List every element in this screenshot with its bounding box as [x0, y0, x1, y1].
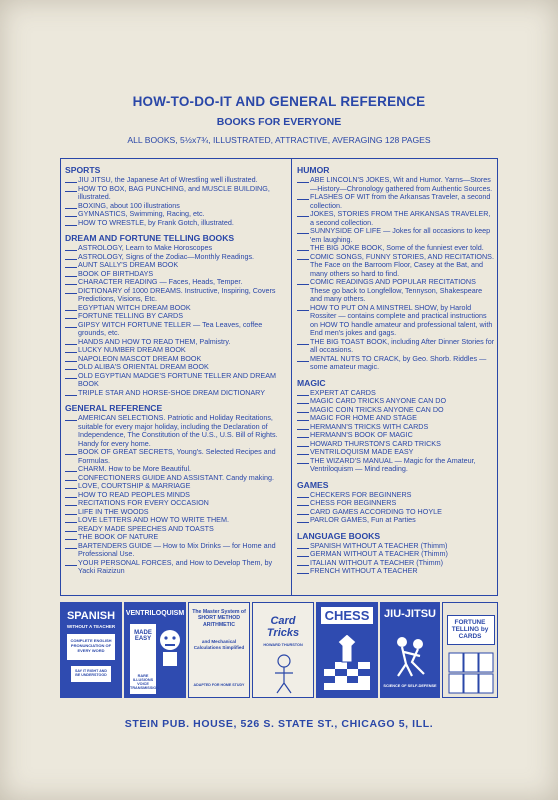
order-blank-line — [65, 533, 77, 540]
list-item — [65, 185, 287, 202]
section-heading: SPORTS — [65, 165, 101, 175]
book-title-text: THE BIG TOAST BOOK, including After Dinner Stories for all occasions. — [310, 336, 495, 354]
book-title-text: LOVE, COURTSHIP & MARRIAGE — [78, 481, 191, 490]
order-blank-line — [297, 423, 309, 430]
book-title-text: SPANISH WITHOUT A TEACHER (Thimm) — [310, 540, 448, 550]
list-item — [297, 567, 495, 576]
cards-author: HOWARD THURSTON — [263, 643, 303, 647]
book-covers-row — [60, 602, 498, 698]
book-title-text: HOWARD THURSTON'S CARD TRICKS — [310, 438, 441, 448]
section-heading: MAGIC — [297, 377, 326, 388]
spanish-title: SPANISH — [66, 610, 116, 622]
book-title-text: GYMNASTICS, Swimming, Racing, etc. — [78, 209, 205, 218]
order-blank-line — [65, 525, 77, 532]
book-title-text: OLD EGYPTIAN MADGE'S FORTUNE TELLER AND DREAM BOOK — [78, 370, 277, 388]
order-blank-line — [65, 304, 77, 311]
book-title-text: MAGIC COIN TRICKS ANYONE CAN DO — [310, 404, 444, 414]
list-item — [65, 389, 287, 398]
order-blank-line — [65, 261, 77, 268]
order-blank-line — [297, 406, 309, 413]
book-title-text: COMIC SONGS, FUNNY STORIES, AND RECITATIONS. The Face on the Barroom Floor, Casey at the Bat, and many others so hard to find. — [310, 251, 494, 278]
book-list-panel — [60, 158, 498, 596]
book-title-text: LIFE IN THE WOODS — [78, 506, 149, 516]
order-blank-line — [65, 287, 77, 294]
column-divider — [291, 159, 292, 595]
book-title-text: CHARM. How to be More Beautiful. — [78, 464, 192, 473]
chess-title: CHESS — [321, 607, 374, 624]
list-item — [65, 559, 287, 576]
order-blank-line — [65, 278, 77, 285]
fortune-title: FORTUNE TELLING by CARDS — [451, 619, 489, 641]
book-title-text: HOW TO PUT ON A MINSTREL SHOW, by Harold Rossiter — contains complete and practical instructions on HOW TO handle amateur and professional talent, with End men's jokes and gags. — [310, 302, 493, 337]
order-blank-line — [65, 185, 77, 192]
order-blank-line — [297, 193, 309, 200]
book-title-text: YOUR PERSONAL FORCES, and How to Develop Them, by Yacki Raizizun — [78, 557, 273, 575]
playing-cards-icon — [447, 651, 495, 695]
order-blank-line — [65, 499, 77, 506]
list-item — [297, 278, 495, 304]
book-title-text: EXPERT AT CARDS — [310, 387, 376, 397]
list-item — [297, 338, 495, 355]
publisher-address: STEIN PUB. HOUSE, 526 S. STATE ST., CHICAGO 5, ILL. — [124, 718, 434, 730]
book-title-text: FORTUNE TELLING BY CARDS — [78, 311, 184, 320]
left-column — [65, 163, 287, 576]
list-item — [297, 253, 495, 279]
catalog-heading — [0, 94, 558, 145]
book-title-text: EGYPTIAN WITCH DREAM BOOK — [78, 302, 191, 312]
order-blank-line — [65, 474, 77, 481]
order-blank-line — [65, 363, 77, 370]
order-blank-line — [297, 278, 309, 285]
order-blank-line — [297, 389, 309, 396]
book-title-text: TRIPLE STAR AND HORSE-SHOE DREAM DICTIONARY — [78, 387, 266, 397]
order-blank-line — [65, 219, 77, 226]
book-cover-jiu-jitsu — [380, 602, 440, 698]
section-heading: GAMES — [297, 479, 329, 490]
book-title-text: HOW TO BOX, BAG PUNCHING, and MUSCLE BUILDING, illustrated. — [78, 183, 270, 201]
master-note: ADAPTED FOR HOME STUDY — [193, 683, 245, 687]
order-blank-line — [65, 244, 77, 251]
book-title-text: LUCKY NUMBER DREAM BOOK — [78, 345, 186, 354]
section-heading: GENERAL REFERENCE — [65, 403, 163, 413]
order-blank-line — [65, 516, 77, 523]
book-title-text: CHECKERS FOR BEGINNERS — [310, 489, 412, 499]
book-title-text: AUNT SALLY'S DREAM BOOK — [78, 260, 179, 269]
catalog-subtitle: BOOKS FOR EVERYONE — [216, 116, 342, 128]
book-title-text: ASTROLOGY, Learn to Make Horoscopes — [78, 243, 213, 252]
order-blank-line — [65, 465, 77, 472]
order-blank-line — [297, 253, 309, 260]
order-blank-line — [297, 559, 309, 566]
catalog-specs: ALL BOOKS, 5½x7¾, ILLUSTRATED, ATTRACTIVE, AVERAGING 128 PAGES — [127, 135, 431, 145]
order-blank-line — [65, 542, 77, 549]
book-title-text: GERMAN WITHOUT A TEACHER (Thimm) — [310, 549, 448, 558]
book-title-text: FLASHES OF WIT from the Arkansas Traveler, a second collection. — [310, 192, 491, 210]
order-blank-line — [297, 516, 309, 523]
order-blank-line — [65, 559, 77, 566]
book-title-text: DICTIONARY of 1000 DREAMS. Instructive, Inspiring, Covers Predictions, Visions, Etc. — [78, 285, 276, 303]
order-blank-line — [65, 491, 77, 498]
book-title-text: THE WIZARD'S MANUAL — Magic for the Amateur, Ventriloquism — Mind reading. — [310, 455, 476, 473]
order-blank-line — [65, 508, 77, 515]
right-column — [297, 163, 495, 576]
master-title: The Master System of SHORT METHOD ARITHMETIC — [192, 609, 246, 628]
list-item — [65, 219, 287, 228]
book-cover-ventriloquism — [124, 602, 186, 698]
book-title-text: THE BIG JOKE BOOK, Some of the funniest ever told. — [310, 243, 484, 252]
order-blank-line — [65, 253, 77, 260]
list-item — [65, 321, 287, 338]
catalog-title: HOW-TO-DO-IT AND GENERAL REFERENCE — [132, 94, 426, 109]
order-blank-line — [65, 346, 77, 353]
list-item — [297, 457, 495, 474]
order-blank-line — [297, 210, 309, 217]
ventriloquism-sub: MADE EASY — [134, 630, 152, 642]
book-title-text: MAGIC FOR HOME AND STAGE — [310, 413, 417, 422]
book-title-text: JIU JITSU, the Japanese Art of Wrestling well illustrated. — [78, 175, 258, 184]
order-blank-line — [297, 355, 309, 362]
order-blank-line — [297, 508, 309, 515]
book-title-text: MENTAL NUTS TO CRACK, by Geo. Shorb. Riddles — some amateur magic. — [310, 353, 487, 371]
order-blank-line — [65, 355, 77, 362]
book-cover-chess — [316, 602, 378, 698]
section-heading: HUMOR — [297, 165, 330, 175]
list-item — [65, 448, 287, 465]
magician-icon — [269, 653, 299, 695]
book-title-text: NAPOLEON MASCOT DREAM BOOK — [78, 353, 202, 363]
list-item — [297, 304, 495, 338]
list-item — [65, 372, 287, 389]
order-blank-line — [65, 338, 77, 345]
book-title-text: HOW TO WRESTLE, by Frank Gotch, illustrated. — [78, 217, 234, 227]
order-blank-line — [65, 312, 77, 319]
spanish-box: COMPLETE ENGLISH PRONUNCIATION OF EVERY WORD — [70, 638, 112, 653]
order-blank-line — [297, 542, 309, 549]
dummy-face-icon — [157, 628, 183, 668]
order-blank-line — [297, 567, 309, 574]
book-title-text: RECITATIONS FOR EVERY OCCASION — [78, 498, 209, 507]
order-blank-line — [297, 431, 309, 438]
book-title-text: HANDS AND HOW TO READ THEM, Palmistry. — [78, 336, 231, 346]
book-cover-fortune-telling — [442, 602, 498, 698]
book-title-text: THE BOOK OF NATURE — [78, 532, 159, 541]
section-heading: LANGUAGE BOOKS — [297, 530, 381, 541]
book-title-text: GIPSY WITCH FORTUNE TELLER — Tea Leaves, coffee grounds, etc. — [78, 319, 263, 337]
order-blank-line — [297, 440, 309, 447]
list-item — [297, 193, 495, 210]
spanish-box2: SAY IT RIGHT AND BE UNDERSTOOD — [74, 669, 107, 677]
order-blank-line — [297, 176, 309, 183]
order-blank-line — [65, 414, 77, 421]
wrestlers-icon — [390, 634, 430, 678]
list-item — [65, 542, 287, 559]
order-blank-line — [297, 491, 309, 498]
book-cover-short-method-arithmetic — [188, 602, 250, 698]
book-title-text: ASTROLOGY, Signs of the Zodiac—Monthly Readings. — [78, 251, 255, 261]
book-title-text: BOOK OF BIRTHDAYS — [78, 268, 154, 278]
order-blank-line — [65, 482, 77, 489]
book-title-text: READY MADE SPEECHES AND TOASTS — [78, 523, 214, 533]
book-title-text: ITALIAN WITHOUT A TEACHER (Thimm) — [310, 557, 443, 567]
jiujitsu-title: JIU-JITSU — [384, 608, 436, 620]
order-blank-line — [65, 176, 77, 183]
book-title-text: BOXING, about 100 illustrations — [78, 200, 180, 210]
order-blank-line — [297, 457, 309, 464]
order-blank-line — [297, 304, 309, 311]
order-blank-line — [65, 448, 77, 455]
order-blank-line — [297, 448, 309, 455]
section-heading: DREAM AND FORTUNE TELLING BOOKS — [65, 233, 235, 243]
order-blank-line — [297, 550, 309, 557]
book-title-text: PARLOR GAMES, Fun at Parties — [310, 515, 416, 524]
order-blank-line — [65, 372, 77, 379]
book-title-text: CARD GAMES ACCORDING TO HOYLE — [310, 506, 442, 516]
spanish-sub: WITHOUT A TEACHER — [66, 624, 116, 629]
order-blank-line — [65, 389, 77, 396]
list-item — [65, 287, 287, 304]
list-item — [65, 414, 287, 448]
book-title-text: OLD ALIBA'S ORIENTAL DREAM BOOK — [78, 362, 209, 371]
master-sub: and Mechanical Calculations Simplified — [193, 639, 245, 650]
list-item — [297, 355, 495, 372]
book-title-text: HERMANN'S BOOK OF MAGIC — [310, 430, 413, 439]
order-blank-line — [65, 210, 77, 217]
book-cover-card-tricks — [252, 602, 314, 698]
list-item — [297, 227, 495, 244]
book-title-text: JOKES, STORIES FROM THE ARKANSAS TRAVELER, a second collection. — [310, 209, 491, 227]
order-blank-line — [297, 338, 309, 345]
ventriloquism-title: VENTRILOQUISM — [125, 610, 185, 617]
book-title-text: CHESS FOR BEGINNERS — [310, 498, 397, 507]
book-title-text: AMERICAN SELECTIONS. Patriotic and Holiday Recitations, suitable for every major holiday, including the Declaration of Independence, The Constitution of the U.S., U.S. Bill of Rights. Handy for every home. — [78, 413, 278, 448]
order-blank-line — [65, 321, 77, 328]
book-title-text: MAGIC CARD TRICKS ANYONE CAN DO — [310, 396, 447, 405]
book-title-text: HOW TO READ PEOPLES MINDS — [78, 489, 190, 499]
book-title-text: CHARACTER READING — Faces, Heads, Temper. — [78, 277, 243, 286]
order-blank-line — [297, 414, 309, 421]
jiujitsu-caption: SCIENCE OF SELF-DEFENSE — [383, 684, 437, 688]
book-title-text: HERMANN'S TRICKS WITH CARDS — [310, 421, 429, 431]
book-title-text: LOVE LETTERS AND HOW TO WRITE THEM. — [78, 515, 229, 524]
order-blank-line — [297, 499, 309, 506]
book-cover-spanish — [60, 602, 122, 698]
cards-title: Card Tricks — [266, 615, 300, 639]
list-item — [297, 516, 495, 525]
book-title-text: SUNNYSIDE OF LIFE — Jokes for all occasions to keep 'em laughing. — [310, 226, 491, 244]
chess-board-icon — [324, 632, 370, 692]
order-blank-line — [297, 397, 309, 404]
order-blank-line — [297, 227, 309, 234]
ventriloquism-caption: RARE ILLUSIONS VOICE TRANSMISSION — [130, 674, 160, 690]
list-item — [297, 176, 495, 193]
order-blank-line — [65, 202, 77, 209]
book-title-text: ABE LINCOLN'S JOKES, Wit and Humor. Yarns—Stores—History—Chronology gathered from Authentic Sources. — [310, 175, 493, 193]
order-blank-line — [297, 244, 309, 251]
list-item — [297, 210, 495, 227]
book-title-text: FRENCH WITHOUT A TEACHER — [310, 566, 418, 575]
book-title-text: BOOK OF GREAT SECRETS, Young's. Selected Recipes and Formulas. — [78, 447, 276, 465]
book-title-text: CONFECTIONERS GUIDE AND ASSISTANT. Candy making. — [78, 472, 274, 482]
book-title-text: COMIC READINGS AND POPULAR RECITATIONS These go back to Longfellow, Tennyson, Shakespeare and many others. — [310, 277, 483, 303]
book-title-text: VENTRILOQUISM MADE EASY — [310, 447, 414, 456]
book-title-text: BARTENDERS GUIDE — How to Mix Drinks — for Home and Professional Use. — [78, 540, 276, 558]
order-blank-line — [65, 270, 77, 277]
